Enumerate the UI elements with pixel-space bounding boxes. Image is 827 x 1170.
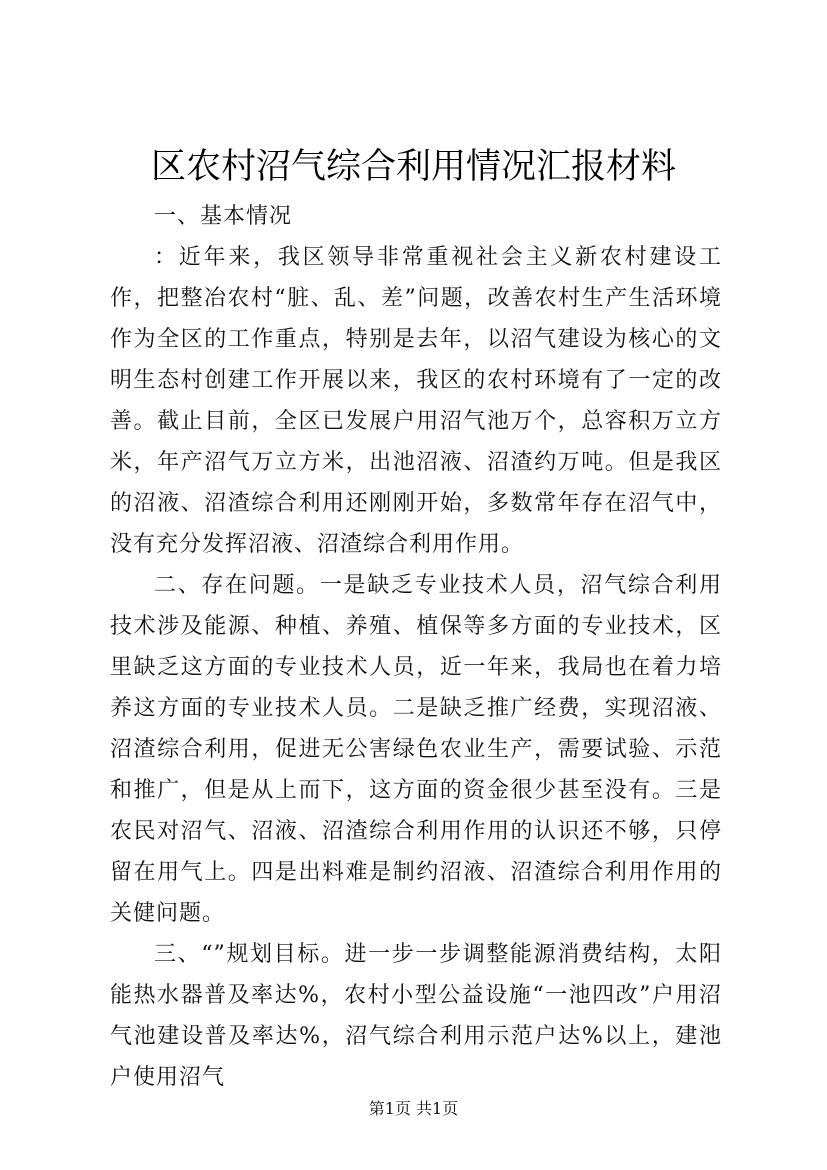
paragraph-heading-basic: 一、基本情况 xyxy=(154,204,293,229)
paragraph-problems: 二、存在问题。一是缺乏专业技术人员，沼气综合利用技术涉及能源、种植、养殖、植保等多方面的专业技术，区里缺乏这方面的专业技术人员，近一年来，我局也在着力培养这方面的专业技术人员。二是缺乏推广经费，实现沼液、沼渣综合利用，促进无公害绿色农业生产，需要试验、示范和推广，但是从上而下，这方面的资金很少甚至没有。三是农民对沼气、沼液、沼渣综合利用作用的认识还不够，只停留在用气上。四是出料难是制约沼液、沼渣综合利用作用的关健问题。 xyxy=(110,573,722,926)
document-body xyxy=(110,196,722,1098)
document-title: 区农村沼气综合利用情况汇报材料 xyxy=(150,147,676,187)
paragraph-basic-situation: ：近年来，我区领导非常重视社会主义新农村建设工作，把整冶农村“脏、乱、差”问题，改善农村生产生活环境作为全区的工作重点，特别是去年，以沼气建设为核心的文明生态村创建工作开展以来，我区的农村环境有了一定的改善。截止目前，全区已发展户用沼气池万个，总容积万立方米，年产沼气万立方米，出池沼液、沼渣约万吨。但是我区的沼液、沼渣综合利用还刚刚开始，多数常年存在沼气中，没有充分发挥沼液、沼渣综合利用作用。 xyxy=(110,245,722,557)
page-footer: 第1页 共1页 xyxy=(368,1099,459,1118)
paragraph-planning-goals: 三、“”规划目标。进一步一步调整能源消费结构，太阳能热水器普及率达%，农村小型公益设施“一池四改”户用沼气池建设普及率达%，沼气综合利用示范户达%以上，建池户使用沼气 xyxy=(110,942,722,1090)
